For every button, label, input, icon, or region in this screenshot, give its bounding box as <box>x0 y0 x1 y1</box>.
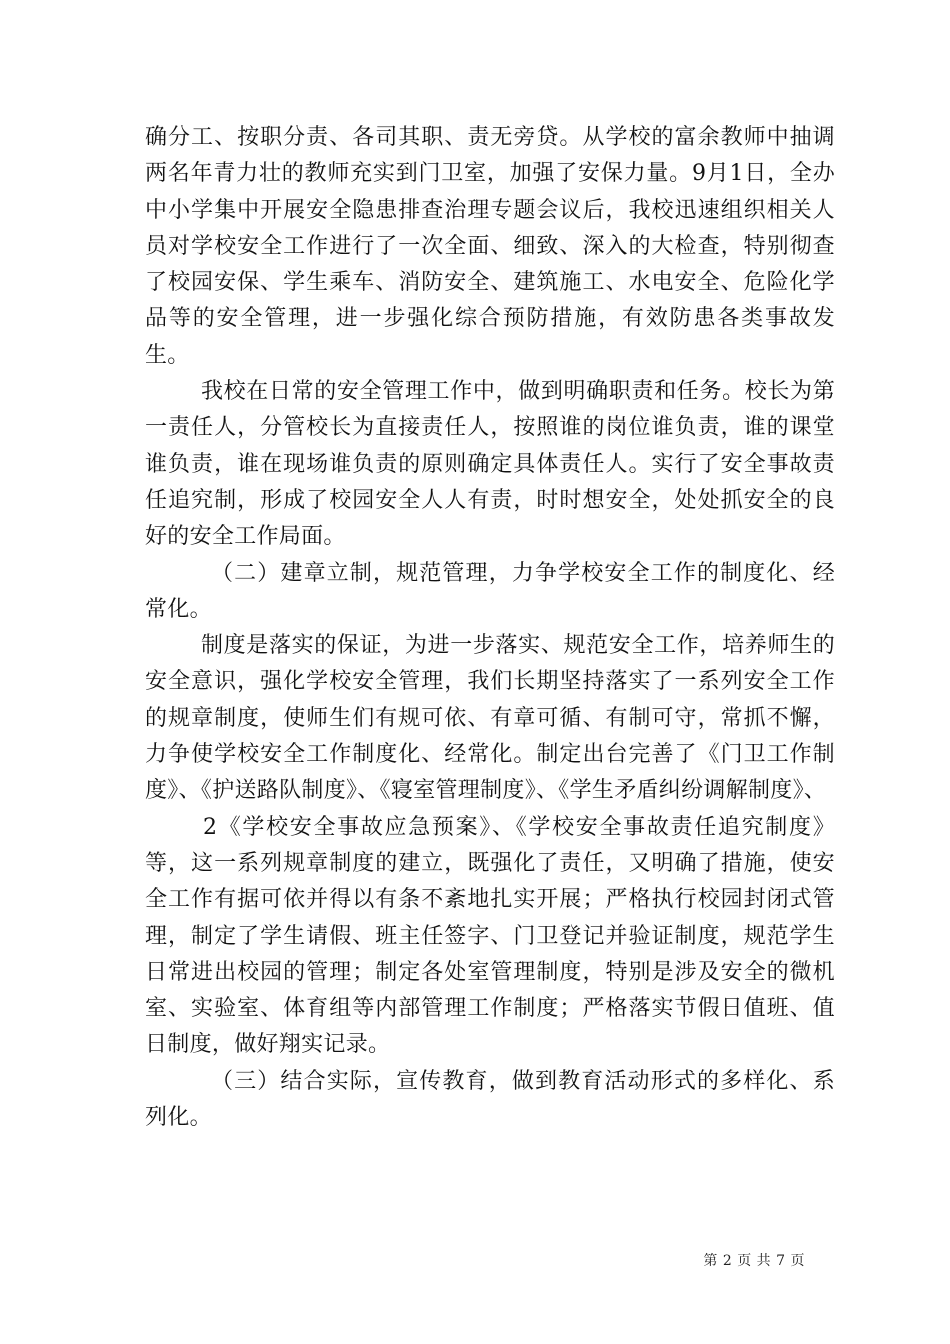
section-heading-2: （二）建章立制，规范管理，力争学校安全工作的制度化、经常化。 <box>145 560 835 622</box>
paragraph-4: 2《学校安全事故应急预案》、《学校安全事故责任追究制度》等，这一系列规章制度的建立，既强化了责任，又明确了措施，使安全工作有据可依并得以有条不紊地扎实开展；严格执行校园封闭式管理，制定了学生请假、班主任签字、门卫登记并验证制度，规范学生日常进出校园的管理；制定各处室管理制度，特别是涉及安全的微机室、实验室、体育组等内部管理工作制度；严格落实节假日值班、值日制度，做好翔实记录。 <box>145 814 835 1058</box>
paragraph-3: 制度是落实的保证，为进一步落实、规范安全工作，培养师生的安全意识，强化学校安全管理，我们长期坚持落实了一系列安全工作的规章制度，使师生们有规可依、有章可循、有制可守，常抓不懈，力争使学校安全工作制度化、经常化。制定出台完善了《门卫工作制度》、《护送路队制度》、《寝室管理制度》、《学生矛盾纠纷调解制度》、 <box>145 633 835 804</box>
document-body <box>145 120 835 1136</box>
section-heading-3: （三）结合实际，宣传教育，做到教育活动形式的多样化、系列化。 <box>145 1068 835 1131</box>
paragraph-1: 确分工、按职分责、各司其职、责无旁贷。从学校的富余教师中抽调两名年青力壮的教师充实到门卫室，加强了安保力量。9月1日，全办中小学集中开展安全隐患排查治理专题会议后，我校迅速组织相关人员对学校安全工作进行了一次全面、细致、深入的大检查，特别彻查了校园安保、学生乘车、消防安全、建筑施工、水电安全、危险化学品等的安全管理，进一步强化综合预防措施，有效防患各类事故发生。 <box>145 125 835 368</box>
page-number: 第 2 页 共 7 页 <box>703 1253 805 1269</box>
paragraph-2: 我校在日常的安全管理工作中，做到明确职责和任务。校长为第一责任人，分管校长为直接责任人，按照谁的岗位谁负责，谁的课堂谁负责，谁在现场谁负责的原则确定具体责任人。实行了安全事故责任追究制，形成了校园安全人人有责，时时想安全，处处抓安全的良好的安全工作局面。 <box>145 379 835 550</box>
